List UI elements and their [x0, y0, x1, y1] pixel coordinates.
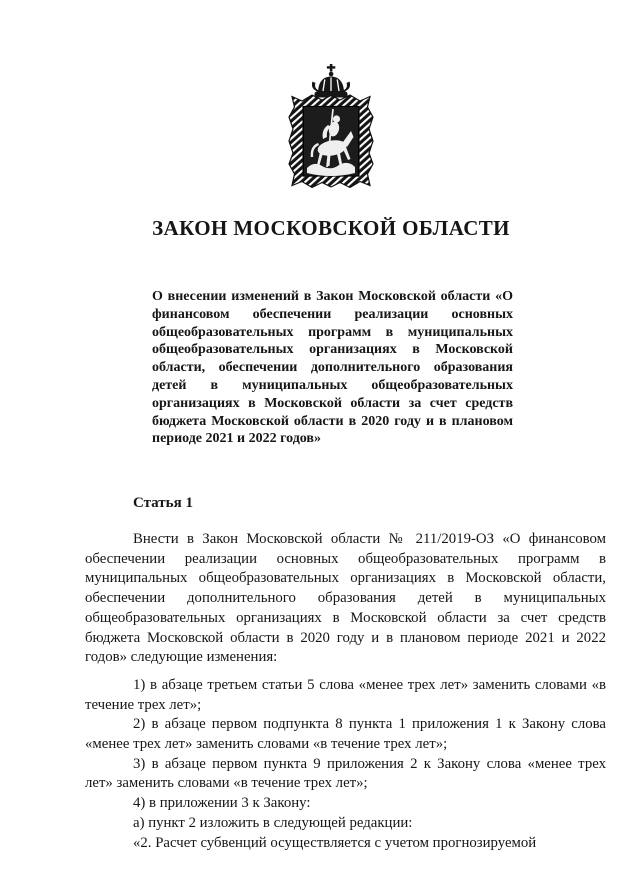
amendment-item-4a: а) пункт 2 изложить в следующей редакции: — [133, 814, 413, 831]
amendment-item-1: 1) в абзаце третьем статьи 5 слова «менее трех лет» заменить словами «в течение трех лет»; — [85, 676, 606, 713]
document-title: ЗАКОН МОСКОВСКОЙ ОБЛАСТИ — [152, 216, 510, 240]
article-body — [85, 530, 606, 853]
document-subject: О внесении изменений в Закон Московской области «О финансовом обеспечении реализации основных общеобразовательных программ в муниципальных общеобразовательных организациях в Московской области, обеспечении дополнительного образования детей в муниципальных общеобразовательных организациях в Московской области за счет средств бюджета Московской области в 2020 году и в плановом периоде 2021 и 2022 годов» — [152, 289, 513, 447]
amendment-item-3: 3) в абзаце первом пункта 9 приложения 2 к Закону слова «менее трех лет» заменить словами «в течение трех лет»; — [85, 755, 606, 792]
quoted-clause-start: «2. Расчет субвенций осуществляется с учетом прогнозируемой — [133, 834, 537, 851]
amendment-item-4: 4) в приложении 3 к Закону: — [133, 795, 311, 812]
moscow-oblast-coat-of-arms-icon — [287, 64, 375, 193]
article-1-heading: Статья 1 — [133, 495, 193, 511]
amendment-item-2: 2) в абзаце первом подпункта 8 пункта 1 приложения 1 к Закону слова «менее трех лет» заменить словами «в течение трех лет»; — [85, 716, 606, 753]
paragraph-intro: Внести в Закон Московской области № 211/2019-ОЗ «О финансовом обеспечении реализации основных общеобразовательных программ в муниципальных общеобразовательных организациях в Московской области, обеспечении дополнительного образования детей в муниципальных общеобразовательных организациях в Московской области за счет средств бюджета Московской области в 2020 году и в плановом периоде 2021 и 2022 годов» следующие изменения: — [85, 531, 606, 666]
